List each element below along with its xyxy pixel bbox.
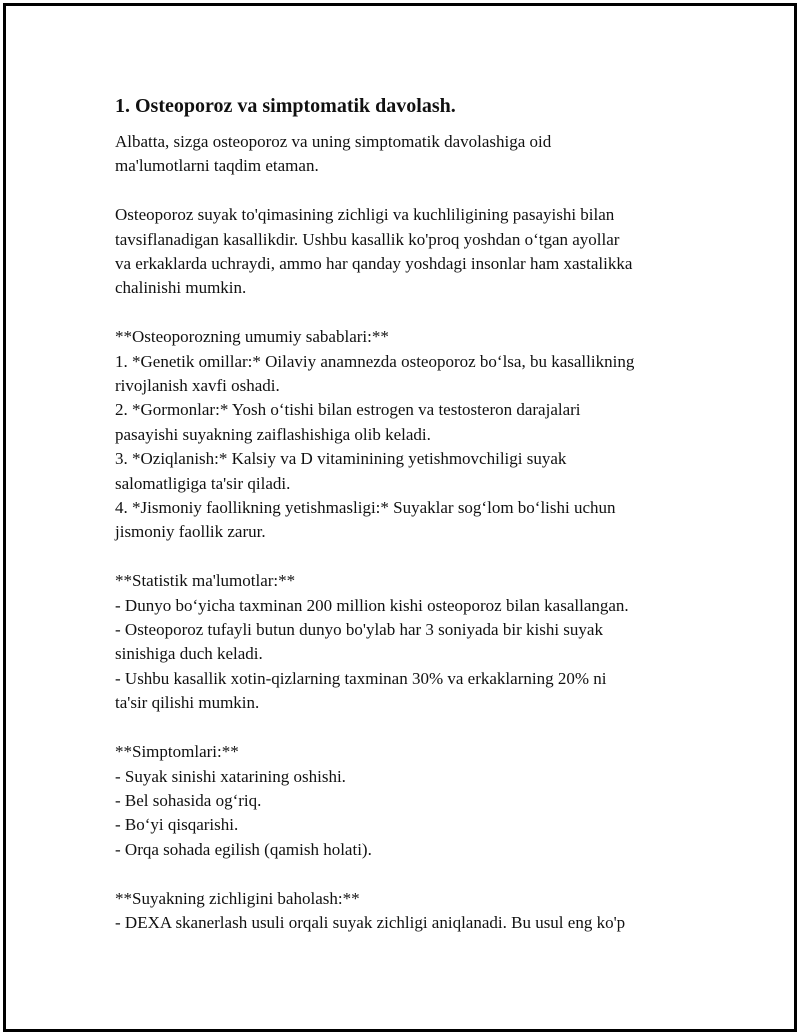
statistics-section: **Statistik ma'lumotlar:** - Dunyo boʻyicha taxminan 200 million kishi osteoporoz bilan kasallangan. - Osteoporoz tufayli butun dunyo bo'ylab har 3 soniyada bir kishi suyak sinishiga duch keladi. - Ushbu kasallik xotin-qizlarning taxminan 30% va erkaklarning 20% ni ta'sir qilishi mumkin. bbox=[115, 571, 629, 713]
document-body bbox=[115, 92, 705, 935]
document-title: 1. Osteoporoz va simptomatik davolash. bbox=[115, 95, 456, 117]
paragraph-spacer bbox=[115, 862, 705, 886]
symptoms-section: **Simptomlari:** - Suyak sinishi xatarining oshishi. - Bel sohasida ogʻriq. - Boʻyi qisqarishi. - Orqa sohada egilish (qamish holati). bbox=[115, 742, 372, 859]
paragraph-spacer bbox=[115, 301, 705, 325]
definition-paragraph: Osteoporoz suyak to'qimasining zichligi va kuchliligining pasayishi bilan tavsiflanadigan kasallikdir. Ushbu kasallik ko'proq yoshdan oʻtgan ayollar va erkaklarda uchraydi, ammo har qanday yoshdagi insonlar ham xastalikka chalinishi mumkin. bbox=[115, 205, 633, 298]
causes-section: **Osteoporozning umumiy sabablari:** 1. *Genetik omillar:* Oilaviy anamnezda osteoporoz boʻlsa, bu kasallikning rivojlanish xavfi oshadi. 2. *Gormonlar:* Yosh oʻtishi bilan estrogen va testosteron darajalari pasayishi suyakning zaiflashishiga olib keladi. 3. *Oziqlanish:* Kalsiy va D vitaminining yetishmovchiligi suyak salomatligiga ta'sir qiladi. 4. *Jismoniy faollikning yetishmasligi:* Suyaklar sogʻlom boʻlishi uchun jismoniy faollik zarur. bbox=[115, 327, 635, 542]
paragraph-spacer bbox=[115, 179, 705, 203]
intro-paragraph: Albatta, sizga osteoporoz va uning simptomatik davolashiga oid ma'lumotlarni taqdim etaman. bbox=[115, 132, 552, 176]
paragraph-spacer bbox=[115, 545, 705, 569]
bone-density-section: **Suyakning zichligini baholash:** - DEXA skanerlash usuli orqali suyak zichligi aniqlanadi. Bu usul eng ko'p bbox=[115, 888, 626, 932]
paragraph-spacer bbox=[115, 716, 705, 740]
